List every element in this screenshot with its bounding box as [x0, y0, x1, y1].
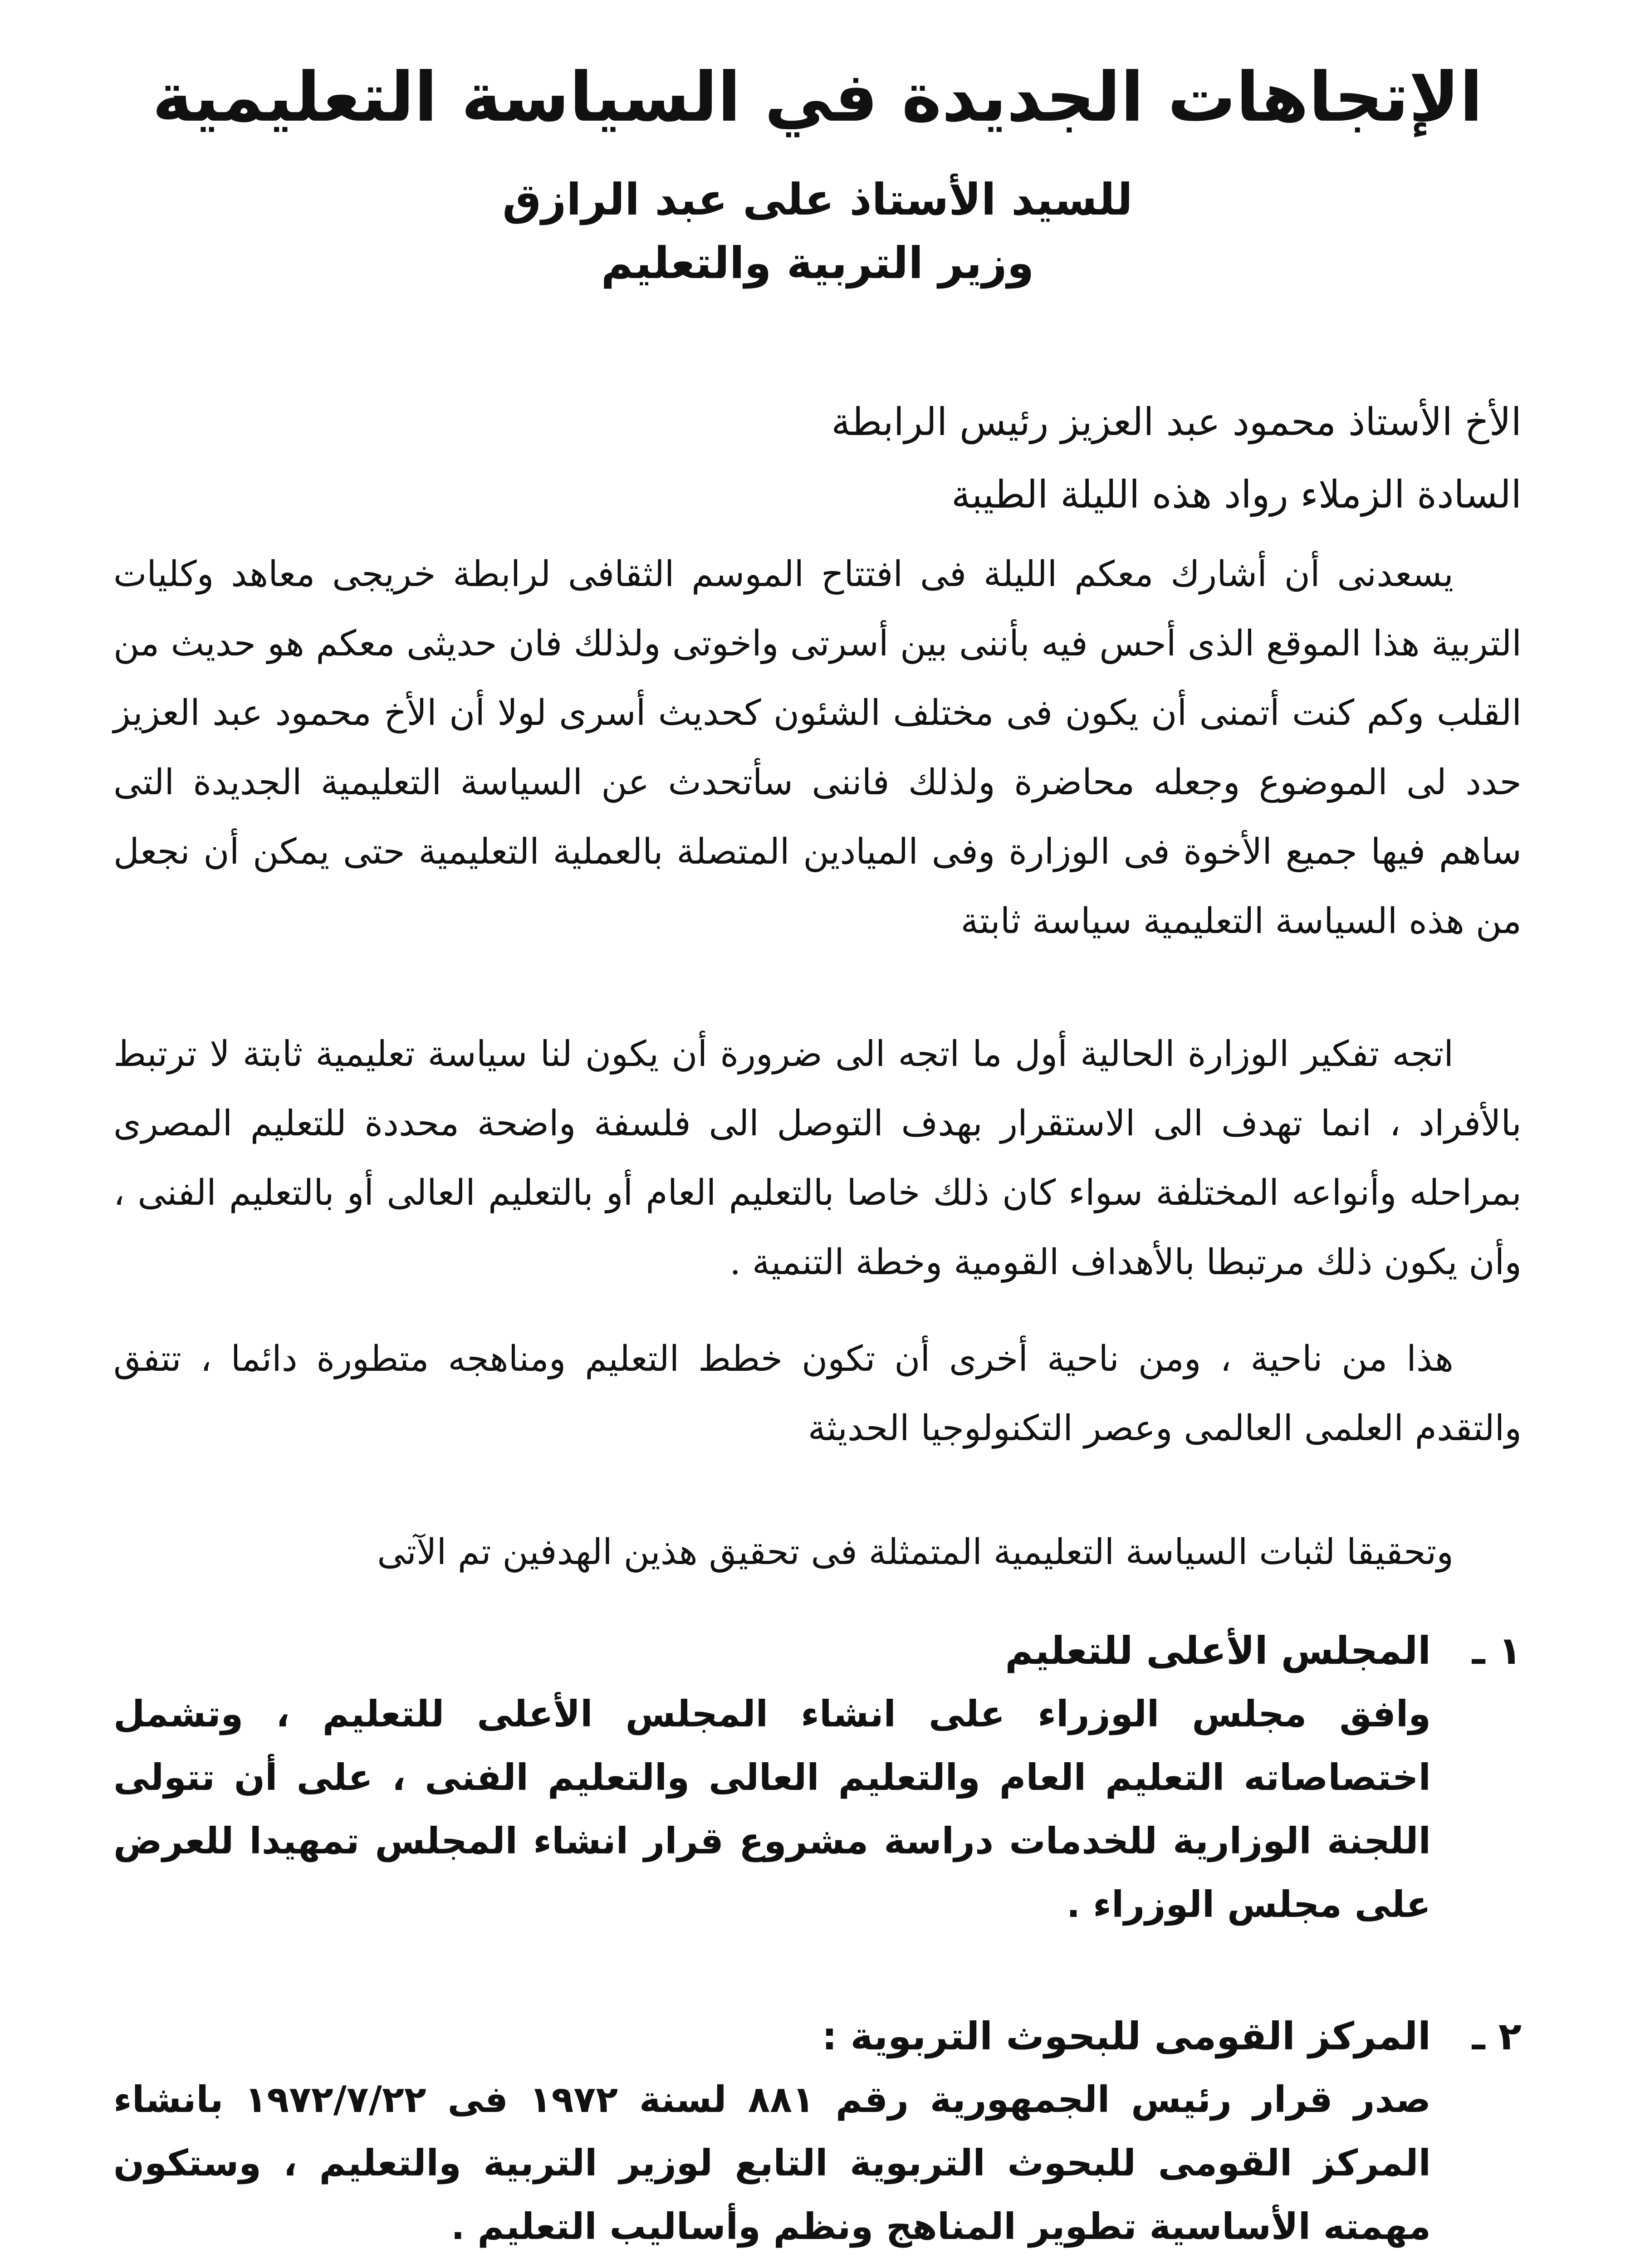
salutation-line: السادة الزملاء رواد هذه الليلة الطيبة	[951, 472, 1522, 517]
item-body	[113, 1619, 1431, 1936]
salutation-line: الأخ الأستاذ محمود عبد العزيز رئيس الرابطة	[831, 400, 1522, 444]
numbered-item	[113, 2004, 1522, 2258]
numbered-item	[113, 1619, 1522, 1936]
item-heading: المركز القومى للبحوث التربوية :	[822, 2014, 1431, 2058]
item-number: ١ ـ	[1472, 1628, 1522, 1673]
body-paragraph: وتحقيقا لثبات السياسة التعليمية المتمثلة فى تحقيق هذين الهدفين تم الآتى	[377, 1532, 1454, 1573]
body-paragraph: هذا من ناحية ، ومن ناحية أخرى أن تكون خطط التعليم ومناهجه متطورة دائما ، تتفق والتقدم العلمى العالمى وعصر التكنولوجيا الحديثة	[113, 1339, 1522, 1449]
document-title: الإتجاهات الجديدة في السياسة التعليمية	[152, 58, 1483, 137]
body-paragraph: يسعدنى أن أشارك معكم الليلة فى افتتاح الموسم الثقافى لرابطة خريجى معاهد وكليات التربية هذا الموقع الذى أحس فيه بأننى بين أسرتى واخوتى ولذلك فان حديثى معكم هو حديث من القلب وكم كنت أتمنى أن يكون فى مختلف الشئون كحديث أسرى لولا أن الأخ محمود عبد العزيز حدد لى الموضوع وجعله محاضرة ولذلك فاننى سأتحدث عن السياسة التعليمية الجديدة التى ساهم فيها جميع الأخوة فى الوزارة وفى الميادين المتصلة بالعملية التعليمية حتى يمكن أن نجعل من هذه السياسة التعليمية سياسة ثابتة	[113, 554, 1522, 942]
author-role: وزير التربية والتعليم	[601, 238, 1034, 288]
author-line: للسيد الأستاذ على عبد الرازق	[502, 174, 1133, 225]
body-paragraph: اتجه تفكير الوزارة الحالية أول ما اتجه الى ضرورة أن يكون لنا سياسة تعليمية ثابتة لا ترتبط بالأفراد ، انما تهدف الى الاستقرار بهدف التوصل الى فلسفة واضحة محددة للتعليم المصرى بمراحله وأنواعه المختلفة سواء كان ذلك خاصا بالتعليم العام أو بالتعليم العالى أو بالتعليم الفنى ، وأن يكون ذلك مرتبطا بالأهداف القومية وخطة التنمية .	[113, 1034, 1522, 1283]
item-number: ٢ ـ	[1472, 2014, 1522, 2058]
item-text: وافق مجلس الوزراء على انشاء المجلس الأعلى للتعليم ، وتشمل اختصاصاته التعليم العام والتعليم العالى والتعليم الفنى ، على أن تتولى اللجنة الوزارية للخدمات دراسة مشروع قرار انشاء المجلس تمهيدا للعرض على مجلس الوزراء .	[113, 1693, 1431, 1926]
item-heading: المجلس الأعلى للتعليم	[1005, 1628, 1431, 1673]
item-text: صدر قرار رئيس الجمهورية رقم ٨٨١ لسنة ١٩٧٢ فى ١٩٧٢/٧/٢٢ بانشاء المركز القومى للبحوث التربوية التابع لوزير التربية والتعليم ، وستكون مهمته الأساسية تطوير المناهج ونظم وأساليب التعليم .	[113, 2078, 1431, 2248]
item-body	[113, 2004, 1431, 2258]
